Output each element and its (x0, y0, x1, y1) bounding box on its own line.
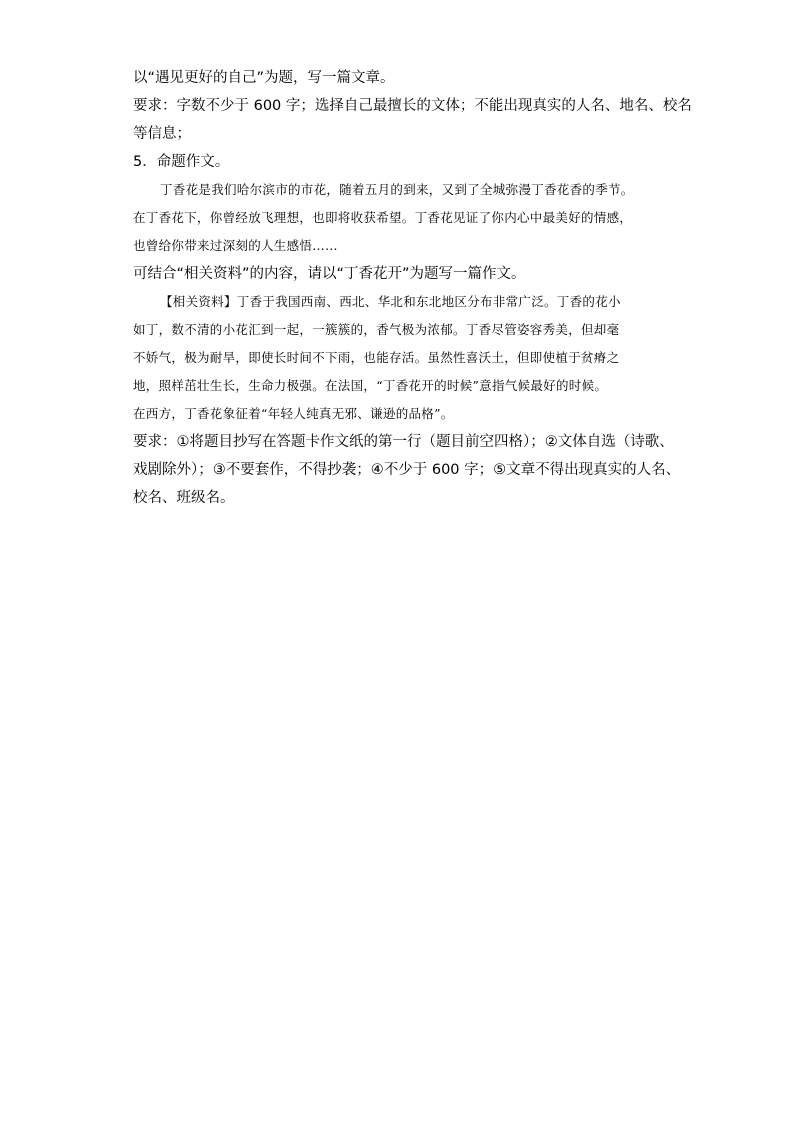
previous-requirement-line-1: 要求：字数不少于 600 字；选择自己最擅长的文体；不能出现真实的人名、地名、校名 (133, 98, 692, 114)
reference-line-1: 【相关资料】丁香于我国西南、西北、华北和东北地区分布非常广泛。丁香的花小 (160, 294, 621, 309)
material-line-2: 在丁香花下，你曾经放飞理想，也即将收获希望。丁香花见证了你内心中最美好的情感， (133, 210, 633, 225)
reference-line-4: 地，照样茁壮生长，生命力极强。在法国，“丁香花开的时候”意指气候最好的时候。 (133, 378, 608, 393)
reference-line-5: 在西方，丁香花象征着“年轻人纯真无邪、谦逊的品格”。 (133, 406, 454, 421)
previous-requirement-line-2: 等信息； (133, 126, 191, 142)
question-5-heading: 5．命题作文。 (133, 154, 230, 170)
document-page (133, 64, 692, 512)
requirement-line-2: 戏剧除外）；③不要套作，不得抄袭；④不少于 600 字；⑤文章不得出现真实的人名、 (133, 462, 681, 478)
previous-prompt-title-line: 以“遇见更好的自己”为题，写一篇文章。 (133, 70, 395, 86)
requirement-line-3: 校名、班级名。 (133, 490, 235, 506)
requirement-line-1: 要求：①将题目抄写在答题卡作文纸的第一行（题目前空四格）；②文体自选（诗歌、 (133, 434, 674, 450)
reference-line-2: 如丁，数不清的小花汇到一起，一簇簇的，香气极为浓郁。丁香尽管姿容秀美，但却毫 (133, 322, 620, 337)
reference-line-3: 不娇气，极为耐旱，即使长时间不下雨，也能存活。虽然性喜沃土，但即使植于贫瘠之 (133, 350, 620, 365)
material-line-3: 也曾给你带来过深刻的人生感悟…… (133, 238, 338, 253)
material-line-1: 丁香花是我们哈尔滨市的市花，随着五月的到来，又到了全城弥漫丁香花香的季节。 (160, 182, 634, 197)
instruction-line: 可结合“相关资料”的内容，请以“丁香花开”为题写一篇作文。 (133, 266, 526, 282)
